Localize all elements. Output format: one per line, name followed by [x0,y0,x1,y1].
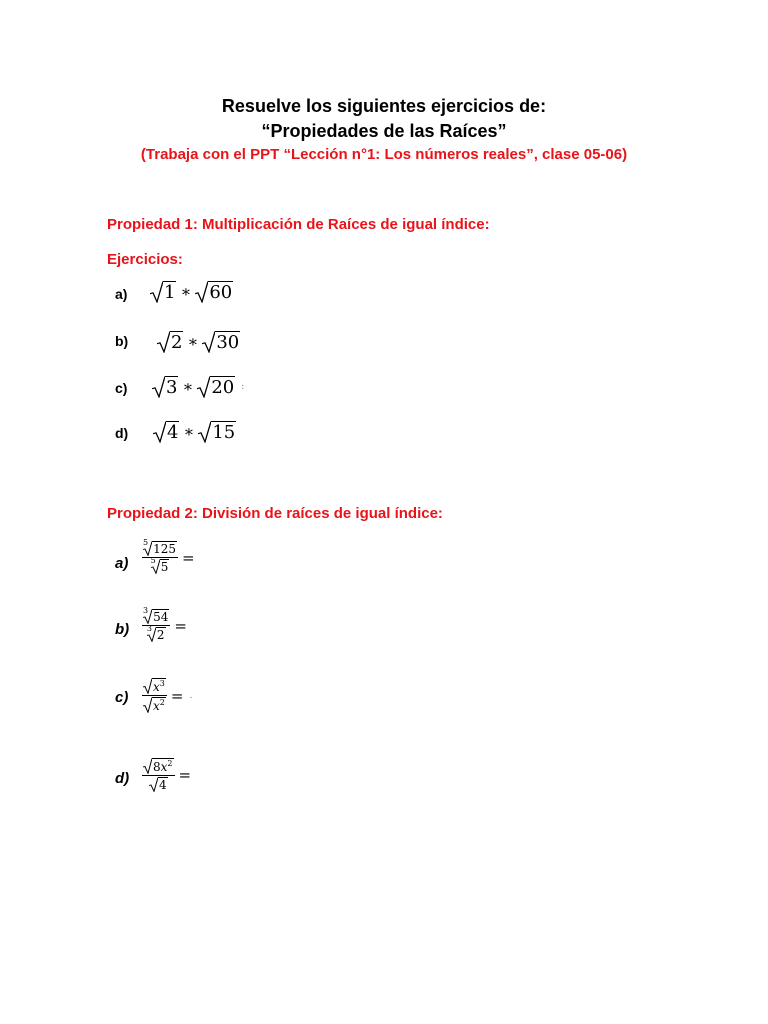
section-1-heading: Propiedad 1: Multiplicación de Raíces de igual índice: [107,216,490,233]
sqrt-left: 4 [153,421,179,443]
fraction: $\frac{8x^2}{4}$ [142,758,175,792]
exercise-1a-expression: 1 ∗ 60 [150,281,233,303]
exercise-2b-expression: 3 54 3 2 = [143,606,187,643]
sqrt-right: 60 [195,281,233,303]
exercise-1c-label: c) [115,380,128,396]
exercise-2a-expression: 5 125 5 5 = [143,538,195,575]
fraction: $\frac{x^3}{x^2}$ [142,678,167,713]
instruction-note: (Trabaja con el PPT “Lección n°1: Los números reales”, clase 05-06) [140,146,628,163]
title-line-1: Resuelve los siguientes ejercicios de: [221,96,547,116]
exercise-1b-label: b) [115,333,129,349]
exercise-2c-label: c) [115,689,129,706]
exercise-2d-expression: $\frac{8x^2}{4}$ = [142,758,191,792]
stray-mark: : [241,381,245,392]
fraction: 3 54 3 2 [143,606,169,643]
section-1-subheading: Ejercicios: [107,251,183,268]
sqrt-right: 20 [197,376,235,398]
fraction: 5 125 5 5 [143,538,176,575]
exercise-2c-expression: $\frac{x^3}{x^2}$ = . [142,678,192,713]
exercise-1d-label: d) [115,425,129,441]
exercise-2a-label: a) [115,555,129,572]
section-2-heading: Propiedad 2: División de raíces de igual índice: [107,505,443,522]
sqrt-left: 2 [157,331,183,353]
stray-mark: . [189,690,193,701]
sqrt-left: 3 [152,376,178,398]
exercise-1a-label: a) [115,286,128,302]
sqrt-right: 15 [198,421,236,443]
exercise-1d-expression: 4 ∗ 15 [153,421,236,443]
title-line-2: “Propiedades de las Raíces” [261,121,507,141]
sqrt-right: 30 [202,331,240,353]
exercise-2b-label: b) [115,621,130,638]
exercise-1c-expression: 3 ∗ 20 : [152,376,244,398]
exercise-1b-expression: 2 ∗ 30 [157,331,240,353]
exercise-2d-label: d) [115,770,130,787]
sqrt-left: 1 [150,281,176,303]
